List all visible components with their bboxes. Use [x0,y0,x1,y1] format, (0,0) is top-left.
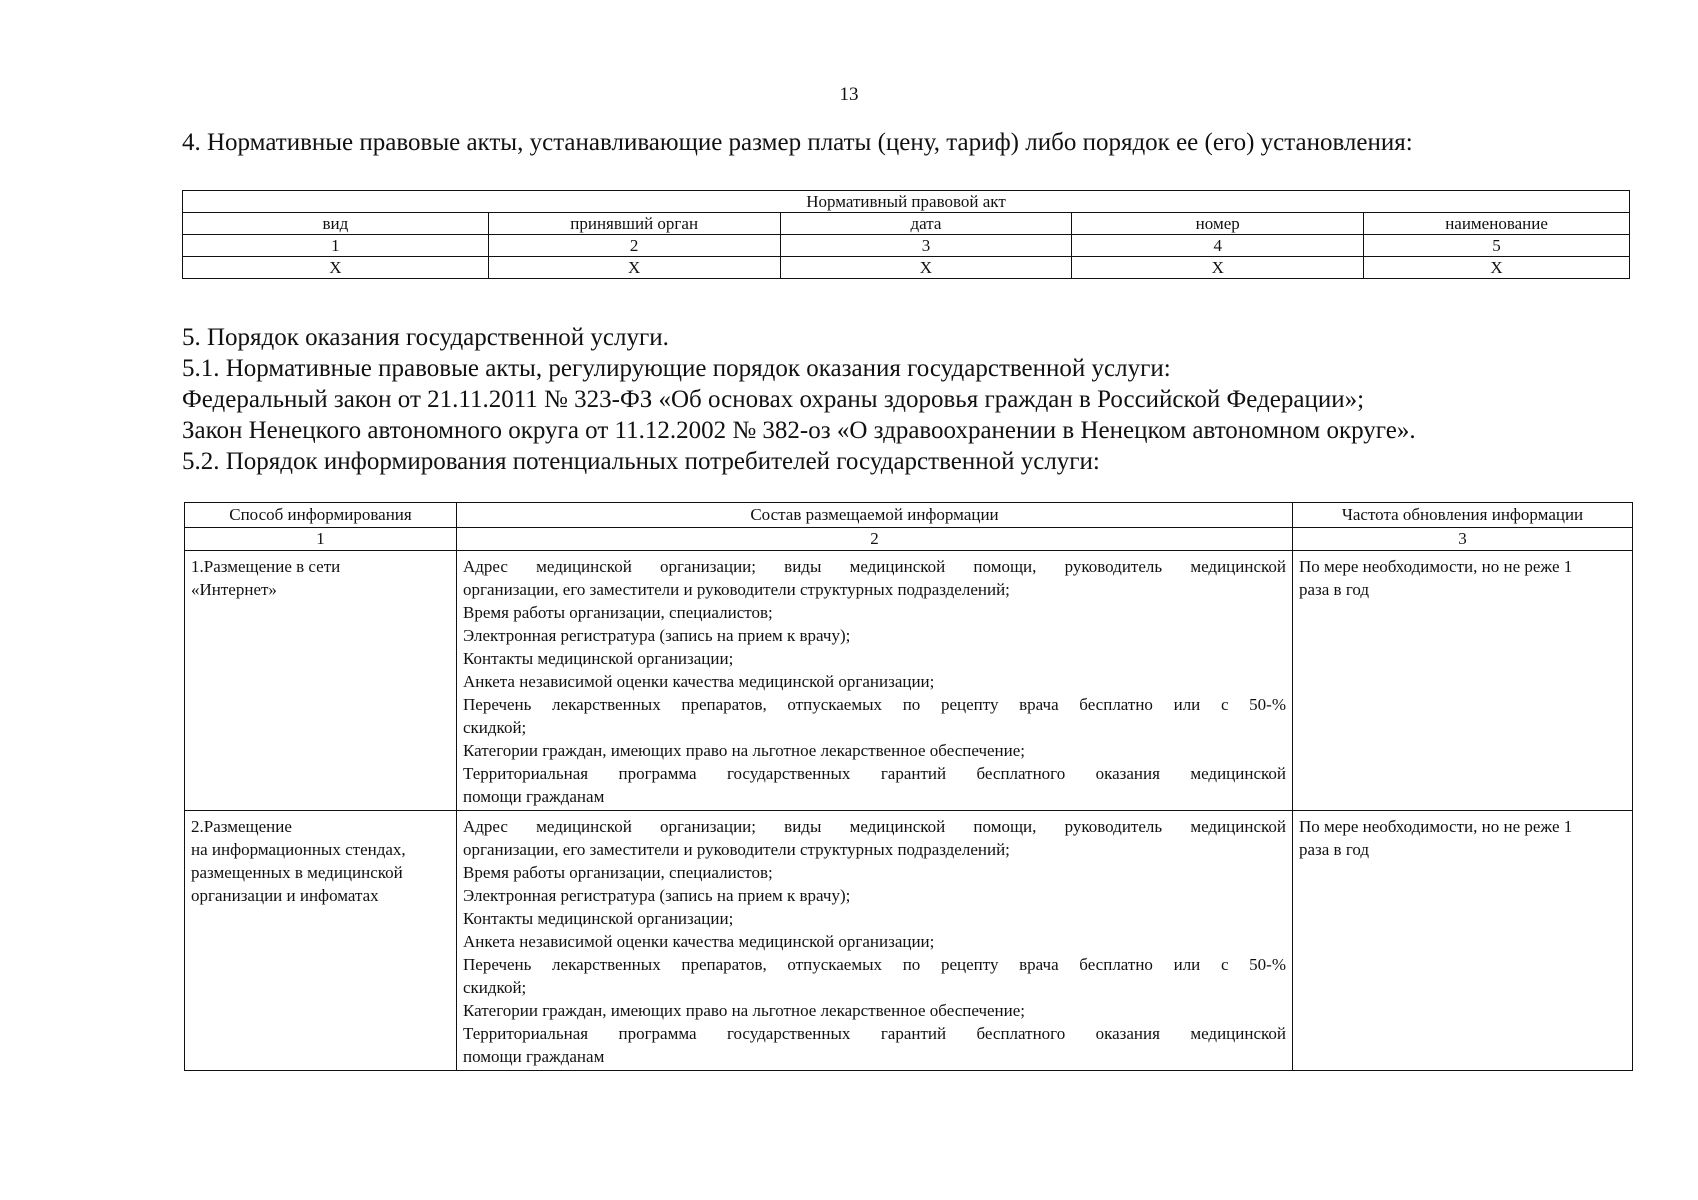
content-cell [457,811,1293,1071]
table-cell: Х [183,257,489,279]
method-line: 2.Размещение [191,817,292,836]
header-cell-number: номер [1072,213,1364,235]
group-header-cell: Нормативный правовой акт [183,191,1630,213]
content-line: помощи гражданам [463,1047,605,1066]
content-line: Территориальная программа государственных гарантий бесплатного оказания медицинской [463,764,1286,783]
content-line: Контакты медицинской организации; [463,649,734,668]
content-line: Время работы организации, специалистов; [463,863,773,882]
header-cell-authority: принявший орган [488,213,780,235]
content-line: Адрес медицинской организации; виды медицинской помощи, руководитель медицинской [463,817,1286,836]
method-line: «Интернет» [191,580,277,599]
table-number-row [183,235,1630,257]
method-cell [185,551,457,811]
content-line: Электронная регистратура (запись на прием к врачу); [463,886,851,905]
header-cell-title: наименование [1364,213,1630,235]
content-line: помощи гражданам [463,787,605,806]
number-cell: 1 [185,528,457,551]
content-line: организации, его заместители и руководители структурных подразделений; [463,840,1010,859]
table-row [185,551,1633,811]
number-cell: 3 [780,235,1072,257]
content-cell [457,551,1293,811]
section-5-line: Федеральный закон от 21.11.2011 № 323-ФЗ «Об основах охраны здоровья граждан в Российской Федерации»; [182,386,1365,413]
header-cell-date: дата [780,213,1072,235]
frequency-line: раза в год [1299,840,1370,859]
frequency-line: раза в год [1299,580,1370,599]
method-line: 1.Размещение в сети [191,557,341,576]
header-cell-content: Состав размещаемой информации [457,503,1293,528]
header-cell-method: Способ информирования [185,503,457,528]
section-5-line: 5. Порядок оказания государственной услуги. [182,324,669,351]
section-5-text [182,322,1416,477]
table-header-row [185,503,1633,528]
section-5-line: 5.1. Нормативные правовые акты, регулирующие порядок оказания государственной услуги: [182,355,1171,382]
number-cell: 2 [457,528,1293,551]
table-header-row [183,213,1630,235]
content-line: Территориальная программа государственных гарантий бесплатного оказания медицинской [463,1024,1286,1043]
table-group-header-row [183,191,1630,213]
content-line: Контакты медицинской организации; [463,909,734,928]
frequency-cell [1293,811,1633,1071]
information-methods-table [184,502,1633,1071]
table-cell: Х [780,257,1072,279]
content-line: Адрес медицинской организации; виды медицинской помощи, руководитель медицинской [463,557,1286,576]
number-cell: 2 [488,235,780,257]
method-line: организации и инфоматах [191,886,379,905]
section-4-heading: 4. Нормативные правовые акты, устанавливающие размер платы (цену, тариф) либо порядок ее (его) установления: [182,129,1413,156]
section-5-line: 5.2. Порядок информирования потенциальных потребителей государственной услуги: [182,448,1100,475]
content-line: Перечень лекарственных препаратов, отпускаемых по рецепту врача бесплатно или с 50-% [463,955,1286,974]
table-row [185,811,1633,1071]
table-cell: Х [488,257,780,279]
content-line: Категории граждан, имеющих право на льготное лекарственное обеспечение; [463,741,1026,760]
header-cell-type: вид [183,213,489,235]
content-line: Время работы организации, специалистов; [463,603,773,622]
table-number-row [185,528,1633,551]
number-cell: 5 [1364,235,1630,257]
number-cell: 3 [1293,528,1633,551]
frequency-line: По мере необходимости, но не реже 1 [1299,817,1573,836]
number-cell: 4 [1072,235,1364,257]
fee-legal-acts-table [182,190,1630,279]
method-line: на информационных стендах, [191,840,406,859]
content-line: Электронная регистратура (запись на прием к врачу); [463,626,851,645]
content-line: организации, его заместители и руководители структурных подразделений; [463,580,1010,599]
method-line: размещенных в медицинской [191,863,403,882]
content-line: Перечень лекарственных препаратов, отпускаемых по рецепту врача бесплатно или с 50-% [463,695,1286,714]
frequency-line: По мере необходимости, но не реже 1 [1299,557,1573,576]
table-cell: Х [1072,257,1364,279]
content-line: скидкой; [463,718,527,737]
content-line: скидкой; [463,978,527,997]
header-cell-frequency: Частота обновления информации [1293,503,1633,528]
method-cell [185,811,457,1071]
content-line: Анкета независимой оценки качества медицинской организации; [463,932,935,951]
page-number: 13 [839,84,859,105]
number-cell: 1 [183,235,489,257]
frequency-cell [1293,551,1633,811]
content-line: Анкета независимой оценки качества медицинской организации; [463,672,935,691]
table-cell: Х [1364,257,1630,279]
table-row [183,257,1630,279]
section-5-line: Закон Ненецкого автономного округа от 11.12.2002 № 382-оз «О здравоохранении в Ненецком автономном округе». [182,417,1416,444]
content-line: Категории граждан, имеющих право на льготное лекарственное обеспечение; [463,1001,1026,1020]
